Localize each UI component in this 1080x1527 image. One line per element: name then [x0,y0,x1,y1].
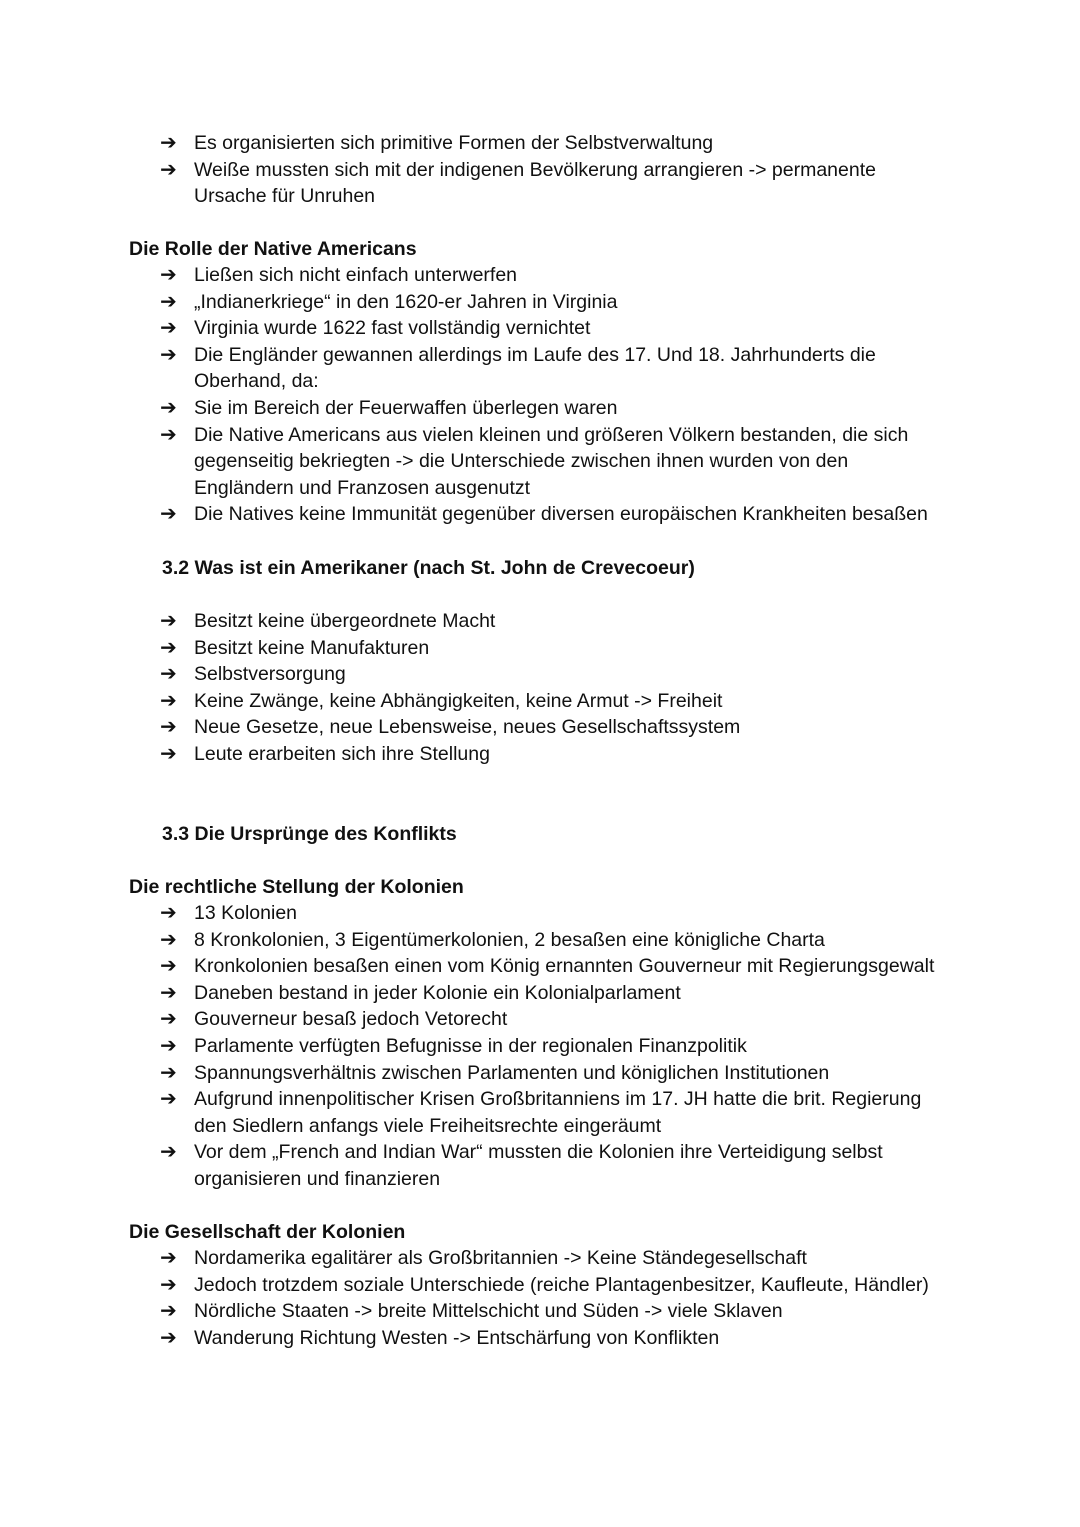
arrow-bullet-icon: ➔ [160,636,177,659]
list-item: Sie im Bereich der Feuerwaffen überlegen waren [194,397,618,419]
list-item: Leute erarbeiten sich ihre Stellung [194,743,490,765]
arrow-bullet-icon: ➔ [160,610,177,632]
arrow-bullet-icon: ➔ [160,663,177,686]
arrow-bullet-icon: ➔ [160,158,177,181]
arrow-bullet-icon: ➔ [160,343,177,366]
arrow-bullet-icon: ➔ [160,1061,177,1084]
list-item: Aufgrund innenpolitischer Krisen Großbritanniens im 17. JH hatte die brit. Regierung [194,1088,922,1111]
list-item: Keine Zwänge, keine Abhängigkeiten, keine Armut -> Freiheit [194,689,723,712]
list-item: 8 Kronkolonien, 3 Eigentümerkolonien, 2 besaßen eine königliche Charta [194,928,825,951]
list-item: Daneben bestand in jeder Kolonie ein Kolonialparlament [194,981,681,1004]
list-item: Engländern und Franzosen ausgenutzt [194,476,531,499]
list-item: 13 Kolonien [194,902,298,924]
arrow-bullet-icon: ➔ [160,1141,177,1164]
list-item: den Siedlern anfangs viele Freiheitsrechte eingeräumt [194,1114,662,1137]
arrow-bullet-icon: ➔ [160,1300,177,1323]
arrow-bullet-icon: ➔ [160,928,177,951]
arrow-bullet-icon: ➔ [160,981,177,1004]
arrow-bullet-icon: ➔ [160,317,177,340]
list-item: Vor dem „French and Indian War“ mussten die Kolonien ihre Verteidigung selbst [194,1141,883,1164]
list-item: Parlamente verfügten Befugnisse in der regionalen Finanzpolitik [194,1035,747,1057]
list-item: Wanderung Richtung Westen -> Entschärfung von Konflikten [194,1326,720,1349]
heading-society: Die Gesellschaft der Kolonien [129,1221,406,1243]
list-item: Ursache für Unruhen [194,185,376,208]
arrow-bullet-icon: ➔ [160,264,177,286]
heading-section-3-2: 3.2 Was ist ein Amerikaner (nach St. John de Crevecoeur) [162,557,695,579]
list-item: Nordamerika egalitärer als Großbritannien -> Keine Ständegesellschaft [194,1247,807,1269]
list-item: Nördliche Staaten -> breite Mittelschicht und Süden -> viele Sklaven [194,1300,783,1323]
list-item: organisieren und finanzieren [194,1168,441,1190]
list-item: Weiße mussten sich mit der indigenen Bevölkerung arrangieren -> permanente [194,158,876,181]
arrow-bullet-icon: ➔ [160,1008,177,1031]
arrow-bullet-icon: ➔ [160,689,177,712]
list-item: Neue Gesetze, neue Lebensweise, neues Gesellschaftssystem [194,716,741,739]
arrow-bullet-icon: ➔ [160,397,177,419]
arrow-bullet-icon: ➔ [160,1035,177,1057]
arrow-bullet-icon: ➔ [160,1273,177,1296]
list-item: Virginia wurde 1622 fast vollständig vernichtet [194,317,591,340]
list-item: Es organisierten sich primitive Formen der Selbstverwaltung [194,132,714,154]
arrow-bullet-icon: ➔ [160,1326,177,1349]
arrow-bullet-icon: ➔ [160,716,177,739]
arrow-bullet-icon: ➔ [160,1088,177,1111]
list-item: „Indianerkriege“ in den 1620-er Jahren in Virginia [194,290,618,313]
list-item: Spannungsverhältnis zwischen Parlamenten und königlichen Institutionen [194,1061,830,1084]
list-item: Oberhand, da: [194,370,319,393]
list-item: Die Native Americans aus vielen kleinen und größeren Völkern bestanden, die sich [194,423,909,446]
list-item: Selbstversorgung [194,663,346,686]
arrow-bullet-icon: ➔ [160,290,177,313]
list-item: Besitzt keine übergeordnete Macht [194,610,496,632]
list-item: Kronkolonien besaßen einen vom König ernannten Gouverneur mit Regierungsgewalt [194,955,935,978]
arrow-bullet-icon: ➔ [160,902,177,924]
heading-native-americans: Die Rolle der Native Americans [129,238,417,260]
list-item: Die Engländer gewannen allerdings im Laufe des 17. Und 18. Jahrhunderts die [194,343,876,366]
list-item: gegenseitig bekriegten -> die Unterschiede zwischen ihnen wurden von den [194,450,849,473]
arrow-bullet-icon: ➔ [160,1247,177,1269]
list-item: Besitzt keine Manufakturen [194,636,430,659]
arrow-bullet-icon: ➔ [160,955,177,978]
list-item: Gouverneur besaß jedoch Vetorecht [194,1008,508,1031]
heading-section-3-3: 3.3 Die Ursprünge des Konflikts [162,823,457,845]
list-item: Ließen sich nicht einfach unterwerfen [194,264,518,286]
list-item: Jedoch trotzdem soziale Unterschiede (reiche Plantagenbesitzer, Kaufleute, Händler) [194,1273,929,1296]
list-item: Die Natives keine Immunität gegenüber diversen europäischen Krankheiten besaßen [194,503,928,526]
arrow-bullet-icon: ➔ [160,423,177,446]
arrow-bullet-icon: ➔ [160,743,177,765]
arrow-bullet-icon: ➔ [160,503,177,526]
heading-legal-status: Die rechtliche Stellung der Kolonien [129,876,464,898]
arrow-bullet-icon: ➔ [160,132,177,154]
